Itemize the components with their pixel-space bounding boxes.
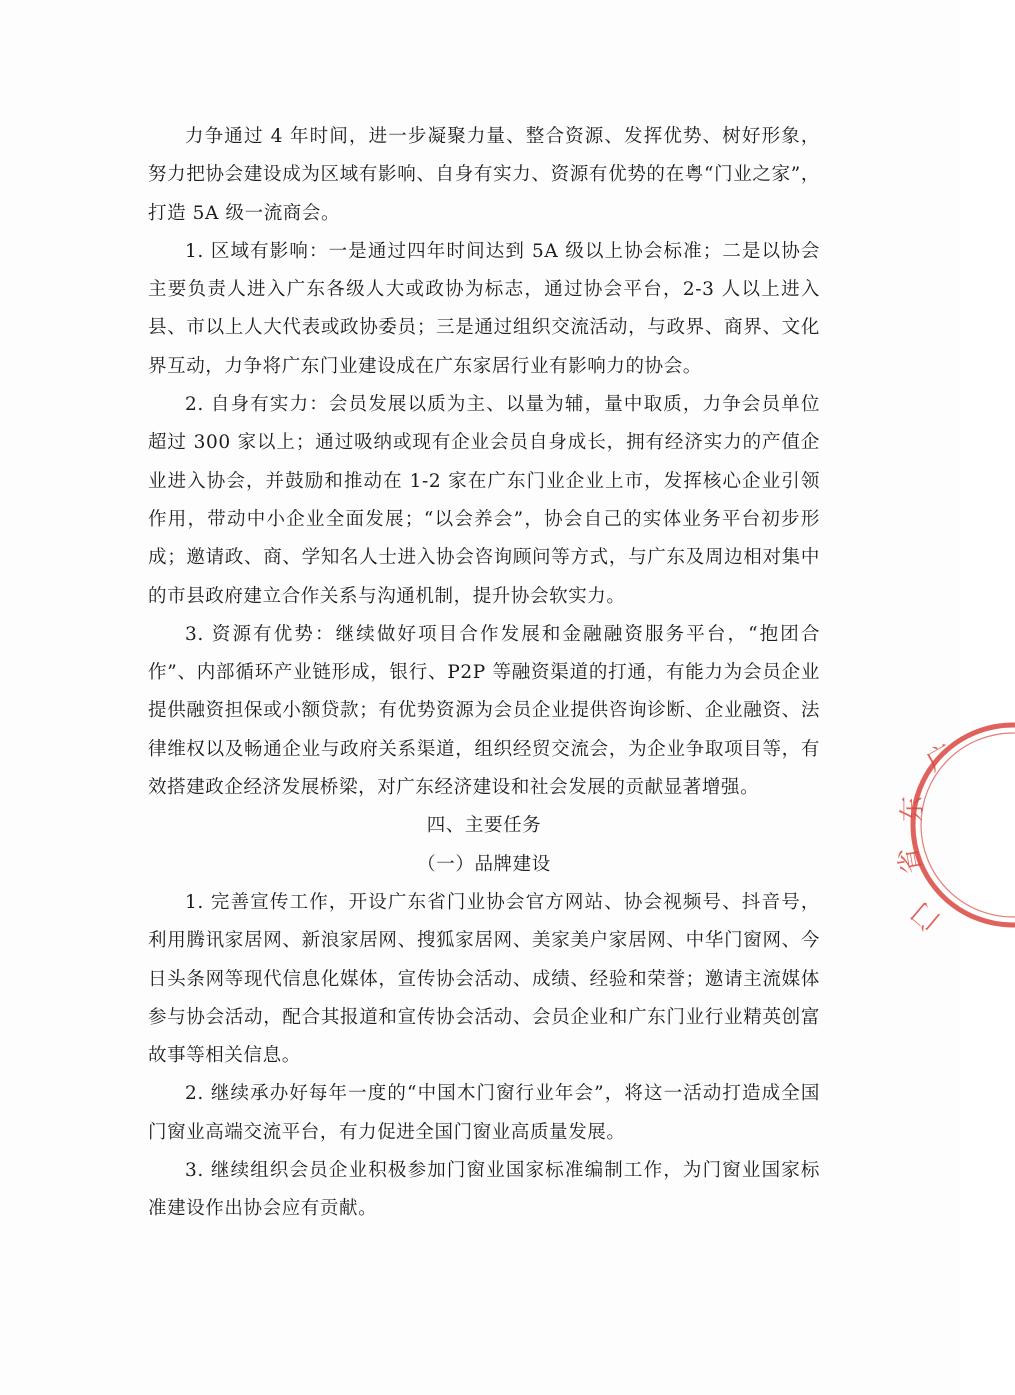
svg-text:省: 省 <box>893 845 927 876</box>
red-seal-stamp <box>893 700 1015 950</box>
svg-text:东: 东 <box>898 795 927 822</box>
paragraph-self-strength: 2. 自身有实力：会员发展以质为主、以量为辅，量中取质，力争会员单位超过 300 家以上；通过吸纳或现有企业会员自身成长，拥有经济实力的产值企业进入协会，并鼓励和推动在 1-2 家在广东门业企业上市，发挥核心企业引领作用，带动中小企业全面发展；“以会养会”，协会自己的实体业务平台初步形成；邀请政、商、学知名人士进入协会咨询顾问等方式，与广东及周边相对集中的市县政府建立合作关系与沟通机制，提升协会软实力。 <box>148 394 820 607</box>
svg-text:门: 门 <box>906 896 945 936</box>
paragraph-task-3: 3. 继续组织会员企业积极参加门窗业国家标准编制工作，为门窗业国家标准建设作出协会应有贡献。 <box>148 1160 820 1220</box>
svg-text:广: 广 <box>921 739 959 778</box>
paragraph-resource-advantage: 3. 资源有优势：继续做好项目合作发展和金融融资服务平台，“抱团合作”、内部循环产业链形成，银行、P2P 等融资渠道的打通，有能力为会员企业提供融资担保或小额贷款；有优势资源为会员企业提供咨询诊断、企业融资、法律维权以及畅通企业与政府关系渠道，组织经贸交流会，为企业争取项目等，有效搭建政企经济发展桥梁，对广东经济建设和社会发展的贡献显著增强。 <box>148 623 820 799</box>
document-body <box>148 118 820 1229</box>
section-heading: 四、主要任务 <box>426 815 542 837</box>
paragraph-goal: 力争通过 4 年时间，进一步凝聚力量、整合资源、发挥优势、树好形象，努力把协会建设成为区域有影响、自身有实力、资源有优势的在粤“门业之家”，打造 5A 级一流商会。 <box>148 126 820 224</box>
paragraph-task-1: 1. 完善宣传工作，开设广东省门业协会官方网站、协会视频号、抖音号，利用腾讯家居网、新浪家居网、搜狐家居网、美家美户家居网、中华门窗网、今日头条网等现代信息化媒体，宣传协会活动、成绩、经验和荣誉；邀请主流媒体参与协会活动，配合其报道和宣传协会活动、会员企业和广东门业行业精英创富故事等相关信息。 <box>148 891 820 1067</box>
paragraph-regional-influence: 1. 区域有影响：一是通过四年时间达到 5A 级以上协会标准；二是以协会主要负责人进入广东各级人大或政协为标志，通过协会平台，2-3 人以上进入县、市以上人大代表或政协委员；三是通过组织交流活动，与政界、商界、文化界互动，力争将广东门业建设成在广东家居行业有影响力的协会。 <box>148 240 820 377</box>
paragraph-task-2: 2. 继续承办好每年一度的“中国木门窗行业年会”，将这一活动打造成全国门窗业高端交流平台，有力促进全国门窗业高质量发展。 <box>148 1083 820 1143</box>
subsection-heading: （一）品牌建设 <box>417 853 551 875</box>
